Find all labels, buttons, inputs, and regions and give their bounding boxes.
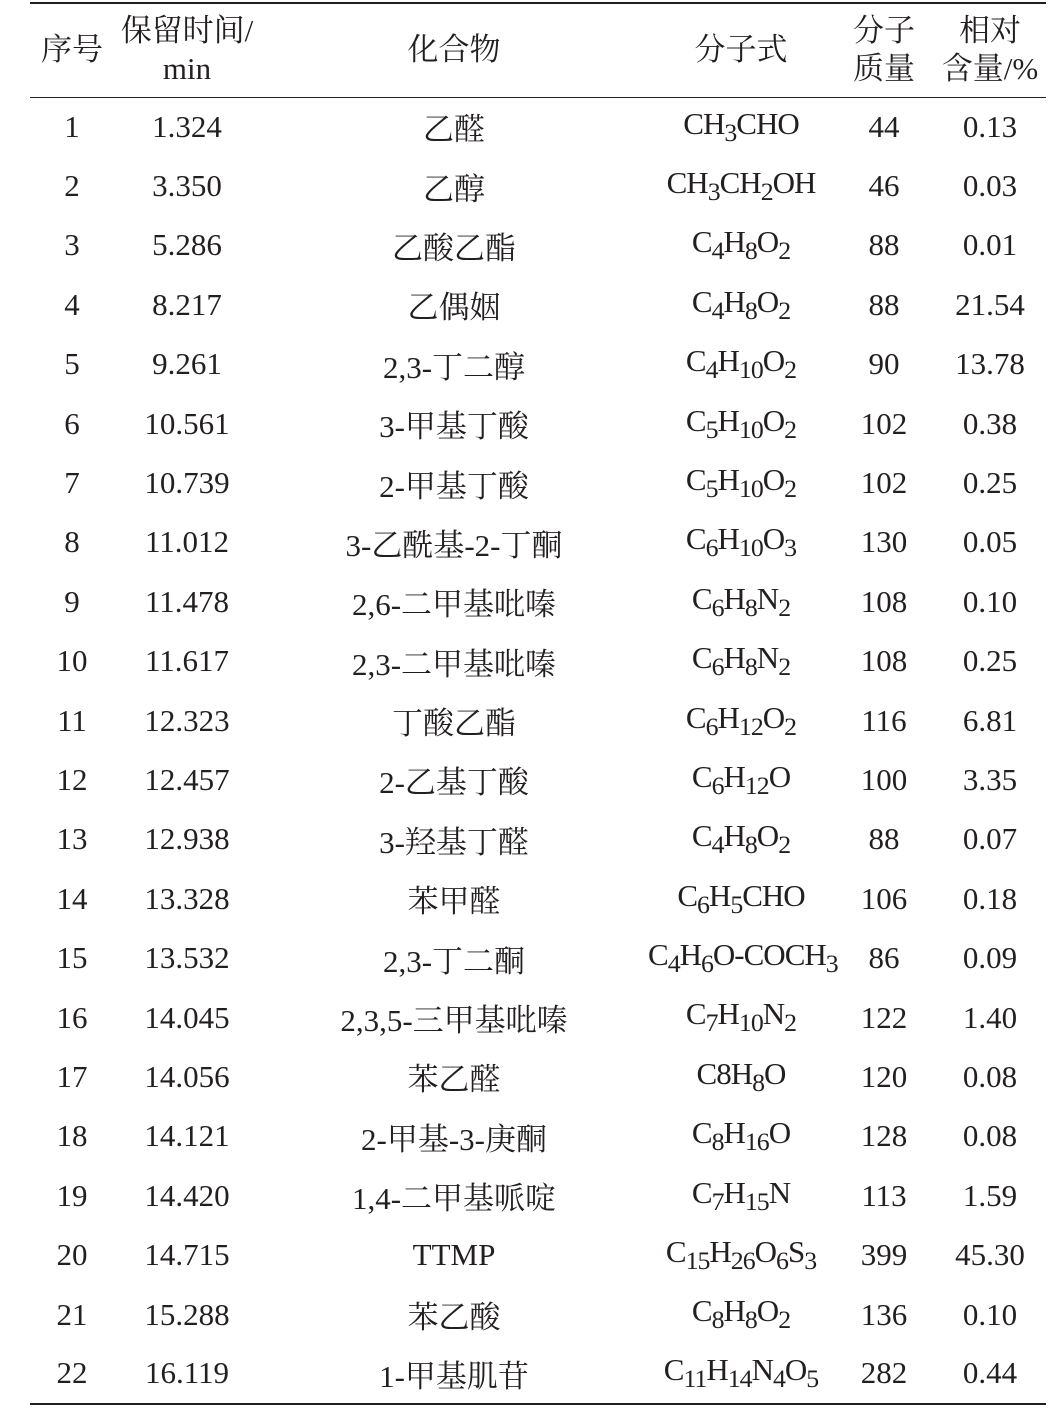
cell-formula: $C_4H_8O_2$ [691, 283, 791, 325]
cell-retention-time: 14.045 [144, 999, 230, 1035]
cell-relative-content: 0.25 [962, 465, 1018, 501]
cell-retention-time: 12.323 [144, 702, 230, 738]
cell-molecular-mass: 116 [861, 702, 907, 738]
cell-relative-content: 45.30 [955, 1237, 1025, 1273]
cell-molecular-mass: 44 [868, 108, 900, 144]
cell-compound: 乙酸乙酯 [392, 230, 516, 266]
cell-relative-content: 0.10 [962, 1296, 1018, 1332]
cell-retention-time: 14.121 [144, 1118, 230, 1154]
cell-retention-time: 8.217 [152, 286, 222, 322]
header-relative-content: 相对 含量/% [934, 3, 1046, 97]
cell-index: 21 [56, 1296, 88, 1332]
cell-relative-content: 0.05 [962, 524, 1018, 560]
table-row [30, 1344, 1046, 1403]
cell-formula: $C_6H_8N_2$ [691, 580, 791, 622]
cell-index: 17 [56, 1058, 88, 1094]
cell-formula: $C_6H_{12}O$ [691, 758, 791, 801]
table-row [30, 1225, 1046, 1284]
cell-retention-time: 13.532 [144, 940, 230, 976]
cell-molecular-mass: 282 [834, 1344, 934, 1403]
cell-molecular-mass: 113 [861, 1177, 907, 1213]
cell-formula: $C_6H_{12}O_2$ [685, 699, 797, 741]
cell-molecular-mass: 108 [860, 643, 908, 679]
cell-retention-time: 15.288 [144, 1296, 230, 1332]
cell-formula: $C_4H_8O_2$ [691, 818, 791, 860]
table-row [30, 1285, 1046, 1344]
table-row [30, 869, 1046, 928]
cell-compound: 2,6-二甲基吡嗪 [351, 587, 557, 623]
compound-table [30, 2, 1046, 1405]
cell-compound: 2,3-二甲基吡嗪 [351, 646, 557, 682]
cell-formula: $C_{11}H_{14}N_4O_5$ [648, 1344, 834, 1403]
cell-relative-content: 0.07 [962, 821, 1018, 857]
cell-formula: $C_5H_{10}O_2$ [685, 402, 797, 444]
cell-molecular-mass: 120 [860, 1058, 908, 1094]
cell-index: 18 [56, 1118, 88, 1154]
cell-relative-content: 1.40 [962, 999, 1018, 1035]
cell-retention-time: 16.119 [114, 1344, 260, 1403]
table-row [30, 335, 1046, 394]
cell-retention-time: 10.739 [144, 465, 230, 501]
cell-compound: 2,3,5-三甲基吡嗪 [340, 1003, 568, 1039]
table-row [30, 394, 1046, 453]
cell-molecular-mass: 130 [860, 524, 908, 560]
table-row [30, 928, 1046, 987]
cell-compound: 3-羟基丁醛 [379, 824, 529, 860]
cell-compound: 2-乙基丁酸 [379, 765, 529, 801]
table-body [30, 97, 1046, 1404]
cell-relative-content: 0.01 [962, 227, 1018, 263]
cell-formula: $C_6H_{10}O_3$ [685, 521, 797, 563]
cell-index: 8 [64, 524, 80, 560]
cell-retention-time: 3.350 [152, 168, 222, 204]
cell-retention-time: 14.420 [144, 1177, 230, 1213]
cell-compound: 乙醇 [423, 171, 485, 207]
cell-molecular-mass: 86 [868, 940, 900, 976]
cell-retention-time: 14.056 [144, 1058, 230, 1094]
cell-compound: 2-甲基-3-庚酮 [361, 1121, 547, 1157]
table-row [30, 275, 1046, 334]
cell-molecular-mass: 399 [860, 1237, 908, 1273]
cell-formula: $C_4H_6O-COCH_3$ [648, 937, 838, 979]
cell-compound: 2-甲基丁酸 [379, 468, 529, 504]
cell-compound: 1,4-二甲基哌啶 [351, 1181, 557, 1217]
cell-relative-content: 0.44 [934, 1344, 1046, 1403]
table-row [30, 453, 1046, 512]
cell-index: 14 [56, 880, 88, 916]
cell-compound: 苯甲醛 [407, 884, 501, 920]
cell-index: 10 [56, 643, 88, 679]
compound-table-container [30, 2, 1046, 1405]
header-molecular-mass: 分子 质量 [834, 3, 934, 97]
header-row [30, 3, 1046, 97]
header-index: 序号 [30, 3, 114, 97]
cell-formula: $C_7H_{15}N$ [691, 1174, 791, 1216]
cell-formula: $C_6H_5CHO$ [677, 877, 805, 919]
cell-relative-content: 0.38 [962, 405, 1018, 441]
cell-index: 3 [64, 227, 80, 263]
cell-index: 20 [56, 1237, 88, 1273]
cell-relative-content: 0.18 [962, 880, 1018, 916]
cell-retention-time: 11.617 [144, 643, 230, 679]
cell-retention-time: 11.012 [144, 524, 230, 560]
cell-formula: $C_4H_{10}O_2$ [685, 343, 797, 385]
cell-index: 22 [30, 1344, 114, 1403]
table-row [30, 691, 1046, 750]
cell-index: 2 [64, 168, 80, 204]
header-compound: 化合物 [260, 3, 648, 97]
cell-molecular-mass: 46 [868, 168, 900, 204]
cell-index: 19 [56, 1177, 88, 1213]
cell-formula: $C_{15}H_{26}O_6S_3$ [665, 1234, 817, 1276]
cell-formula: $CH_3CHO$ [683, 105, 799, 148]
cell-compound: 3-乙酰基-2-丁酮 [345, 527, 563, 563]
table-row [30, 1107, 1046, 1166]
cell-formula: $CH_3CH_2OH$ [666, 164, 816, 207]
cell-molecular-mass: 128 [860, 1118, 908, 1154]
header-formula: 分子式 [648, 3, 834, 97]
cell-formula: $C_6H_8N_2$ [691, 640, 791, 682]
cell-molecular-mass: 122 [860, 999, 908, 1035]
cell-index: 6 [64, 405, 80, 441]
table-row [30, 572, 1046, 631]
cell-formula: $C_7H_{10}N_2$ [685, 996, 797, 1038]
cell-relative-content: 0.03 [962, 168, 1018, 204]
cell-molecular-mass: 136 [860, 1296, 908, 1332]
cell-formula: $C_5H_{10}O_2$ [685, 461, 797, 504]
cell-compound: 1-甲基肌苷 [260, 1344, 648, 1403]
cell-molecular-mass: 100 [860, 761, 908, 797]
cell-molecular-mass: 90 [868, 346, 900, 382]
cell-relative-content: 0.10 [962, 583, 1018, 619]
header-retention-time: 保留时间/ min [114, 3, 260, 97]
cell-compound: 乙醛 [423, 112, 485, 148]
table-row [30, 97, 1046, 156]
cell-compound: 苯乙酸 [407, 1300, 501, 1335]
cell-molecular-mass: 102 [860, 405, 908, 441]
cell-index: 13 [56, 821, 88, 857]
cell-compound: 丁酸乙酯 [392, 706, 516, 742]
cell-index: 5 [64, 346, 80, 382]
cell-retention-time: 11.478 [144, 583, 230, 619]
cell-molecular-mass: 102 [860, 465, 908, 501]
table-row [30, 156, 1046, 215]
cell-index: 11 [57, 702, 87, 738]
cell-compound: 乙偶姻 [407, 290, 501, 326]
cell-retention-time: 1.324 [152, 108, 222, 144]
cell-retention-time: 14.715 [144, 1237, 230, 1273]
cell-retention-time: 9.261 [152, 346, 222, 382]
cell-retention-time: 12.938 [144, 821, 230, 857]
cell-retention-time: 10.561 [144, 405, 230, 441]
table-row [30, 988, 1046, 1047]
cell-retention-time: 12.457 [144, 761, 230, 797]
cell-relative-content: 0.08 [962, 1058, 1018, 1094]
cell-index: 4 [64, 286, 80, 322]
cell-index: 7 [64, 465, 80, 501]
cell-index: 15 [56, 940, 88, 976]
cell-relative-content: 0.13 [962, 108, 1018, 144]
cell-retention-time: 13.328 [144, 880, 230, 916]
cell-molecular-mass: 88 [868, 821, 900, 857]
cell-molecular-mass: 108 [860, 583, 908, 619]
cell-relative-content: 21.54 [955, 286, 1025, 322]
cell-formula: $C_8H_{16}O$ [691, 1115, 791, 1157]
cell-retention-time: 5.286 [152, 227, 222, 263]
cell-compound: 2,3-丁二醇 [382, 349, 526, 385]
cell-index: 16 [56, 999, 88, 1035]
cell-formula: $C_4H_8O_2$ [691, 224, 791, 266]
table-header [30, 3, 1046, 97]
cell-formula: $C_8H_8O_2$ [691, 1293, 791, 1335]
table-row [30, 513, 1046, 572]
cell-relative-content: 6.81 [962, 702, 1018, 738]
cell-molecular-mass: 88 [868, 227, 900, 263]
cell-index: 1 [64, 108, 80, 144]
cell-compound: 苯乙醛 [407, 1062, 501, 1098]
cell-molecular-mass: 106 [860, 880, 908, 916]
cell-molecular-mass: 88 [868, 286, 900, 322]
cell-relative-content: 1.59 [962, 1177, 1018, 1213]
cell-relative-content: 3.35 [962, 761, 1018, 797]
cell-relative-content: 0.08 [962, 1118, 1018, 1154]
table-row [30, 1166, 1046, 1225]
cell-relative-content: 0.09 [962, 940, 1018, 976]
cell-relative-content: 0.25 [962, 643, 1018, 679]
table-row [30, 632, 1046, 691]
table-row [30, 810, 1046, 869]
table-row [30, 216, 1046, 275]
cell-compound: 3-甲基丁酸 [379, 409, 529, 445]
cell-index: 9 [64, 583, 80, 619]
table-row [30, 1047, 1046, 1106]
cell-relative-content: 13.78 [955, 346, 1025, 382]
cell-compound: 2,3-丁二酮 [382, 943, 526, 979]
cell-index: 12 [56, 761, 88, 797]
cell-compound: TTMP [412, 1237, 496, 1273]
cell-formula: $C8H_8O$ [696, 1055, 786, 1098]
table-row [30, 750, 1046, 809]
